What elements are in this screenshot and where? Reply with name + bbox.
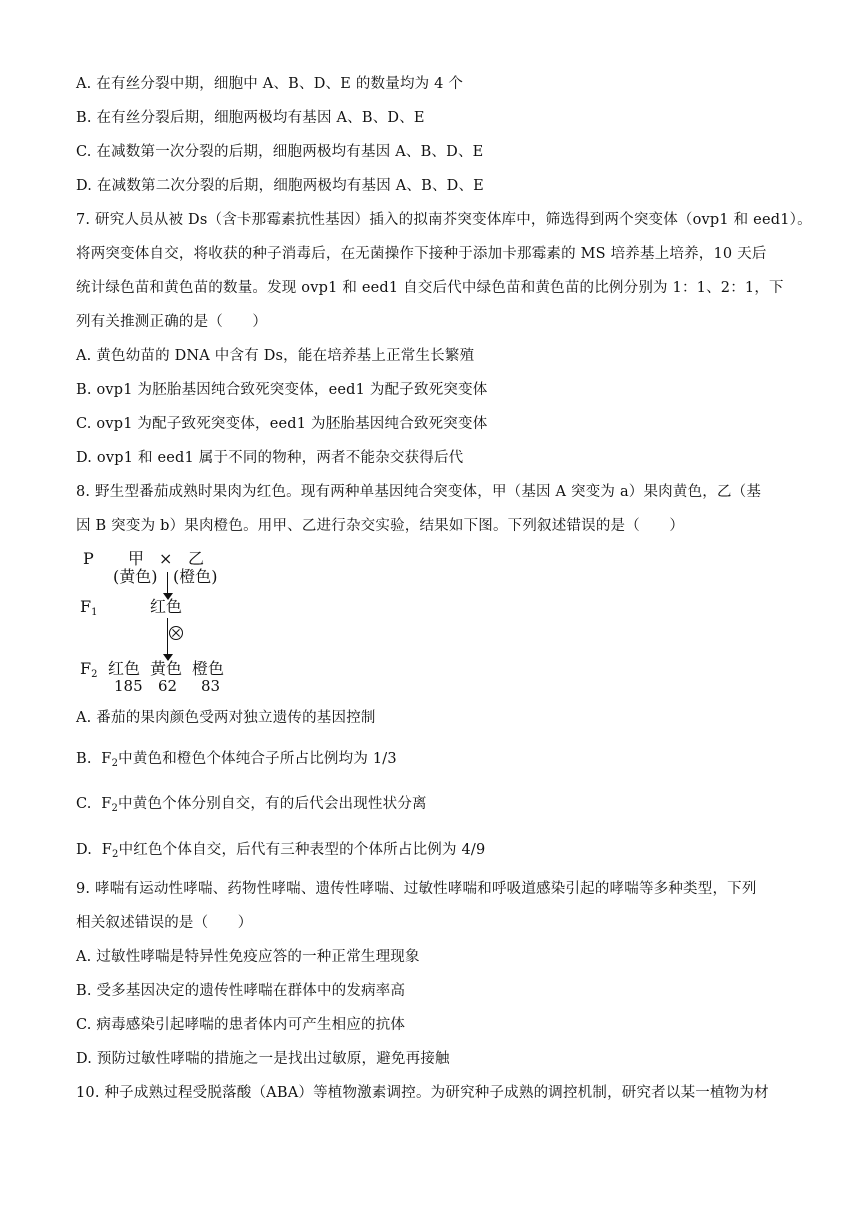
genetic-cross-diagram [80, 548, 280, 696]
f1-to-f2-arrow-shaft [167, 618, 168, 656]
q8-option-d: D. $F_2$中红色个体自交，后代有三种表型的个体所占比例为 4/9 [76, 842, 486, 860]
selfing-symbol-icon [169, 626, 183, 640]
q7-option-c: C. ovp1 为配子致死突变体，eed1 为胚胎基因纯合致死突变体 [76, 416, 488, 432]
f2-count-orange: 83 [201, 677, 221, 695]
parent1-phenotype: (黄色) [113, 567, 158, 586]
q7-option-d: D. ovp1 和 eed1 属于不同的物种，两者不能杂交获得后代 [76, 450, 464, 466]
p-to-f1-arrow-shaft [167, 572, 168, 594]
parent1-label: 甲 [128, 549, 145, 568]
q7-stem-line-1: 7. 研究人员从被 Ds（含卡那霉素抗性基因）插入的拟南芥突变体库中，筛选得到两个突变体（ovp1 和 eed1）。 [76, 212, 812, 228]
q9-stem-line-1: 9. 哮喘有运动性哮喘、药物性哮喘、遗传性哮喘、过敏性哮喘和呼吸道感染引起的哮喘等多种类型，下列 [76, 881, 757, 897]
q9-option-c: C. 病毒感染引起哮喘的患者体内可产生相应的抗体 [76, 1017, 406, 1033]
q6-option-b: B. 在有丝分裂后期，细胞两极均有基因 A、B、D、E [76, 110, 425, 126]
cross-symbol: × [159, 549, 173, 568]
q7-option-a: A. 黄色幼苗的 DNA 中含有 Ds，能在培养基上正常生长繁殖 [76, 348, 475, 364]
q6-option-d: D. 在减数第二次分裂的后期，细胞两极均有基因 A、B、D、E [76, 178, 484, 194]
q9-option-b: B. 受多基因决定的遗传性哮喘在群体中的发病率高 [76, 983, 406, 999]
q9-option-a: A. 过敏性哮喘是特异性免疫应答的一种正常生理现象 [76, 949, 420, 965]
f2-count-yellow: 62 [158, 677, 178, 695]
q8-stem-line-2: 因 B 突变为 b）果肉橙色。用甲、乙进行杂交实验，结果如下图。下列叙述错误的是（ ） [76, 518, 685, 534]
q10-stem-line-1: 10. 种子成熟过程受脱落酸（ABA）等植物激素调控。为研究种子成熟的调控机制，研究者以某一植物为材 [76, 1085, 769, 1101]
q7-stem-line-2: 将两突变体自交，将收获的种子消毒后，在无菌操作下接种于添加卡那霉素的 MS 培养基上培养，10 天后 [76, 246, 767, 262]
q8-option-a: A. 番茄的果肉颜色受两对独立遗传的基因控制 [76, 710, 376, 726]
f1-phenotype: 红色 [150, 597, 183, 616]
p-generation-label: P [83, 549, 94, 568]
f2-phenotype-red: 红色 [108, 659, 141, 678]
q7-stem-line-4: 列有关推测正确的是（ ） [76, 314, 268, 330]
q6-option-c: C. 在减数第一次分裂的后期，细胞两极均有基因 A、B、D、E [76, 144, 484, 160]
f2-phenotype-orange: 橙色 [192, 659, 225, 678]
q8-option-c: C. $F_2$中黄色个体分别自交，有的后代会出现性状分离 [76, 796, 427, 814]
q7-stem-line-3: 统计绿色苗和黄色苗的数量。发现 ovp1 和 eed1 自交后代中绿色苗和黄色苗的比例分别为 1：1、2：1，下 [76, 280, 784, 296]
q9-option-d: D. 预防过敏性哮喘的措施之一是找出过敏原，避免再接触 [76, 1051, 450, 1067]
f2-generation-label: $F_2$ [80, 659, 98, 680]
parent2-phenotype: (橙色) [173, 567, 218, 586]
f2-phenotype-yellow: 黄色 [150, 659, 183, 678]
q8-stem-line-1: 8. 野生型番茄成熟时果肉为红色。现有两种单基因纯合突变体，甲（基因 A 突变为 a）果肉黄色，乙（基 [76, 484, 762, 500]
f2-count-red: 185 [114, 677, 143, 695]
q7-option-b: B. ovp1 为胚胎基因纯合致死突变体，eed1 为配子致死突变体 [76, 382, 488, 398]
parent2-label: 乙 [188, 549, 205, 568]
f1-generation-label: $F_1$ [80, 597, 98, 618]
q9-stem-line-2: 相关叙述错误的是（ ） [76, 915, 253, 931]
q6-option-a: A. 在有丝分裂中期，细胞中 A、B、D、E 的数量均为 4 个 [76, 76, 464, 92]
q8-option-b: B. $F_2$中黄色和橙色个体纯合子所占比例均为 1/3 [76, 751, 397, 769]
